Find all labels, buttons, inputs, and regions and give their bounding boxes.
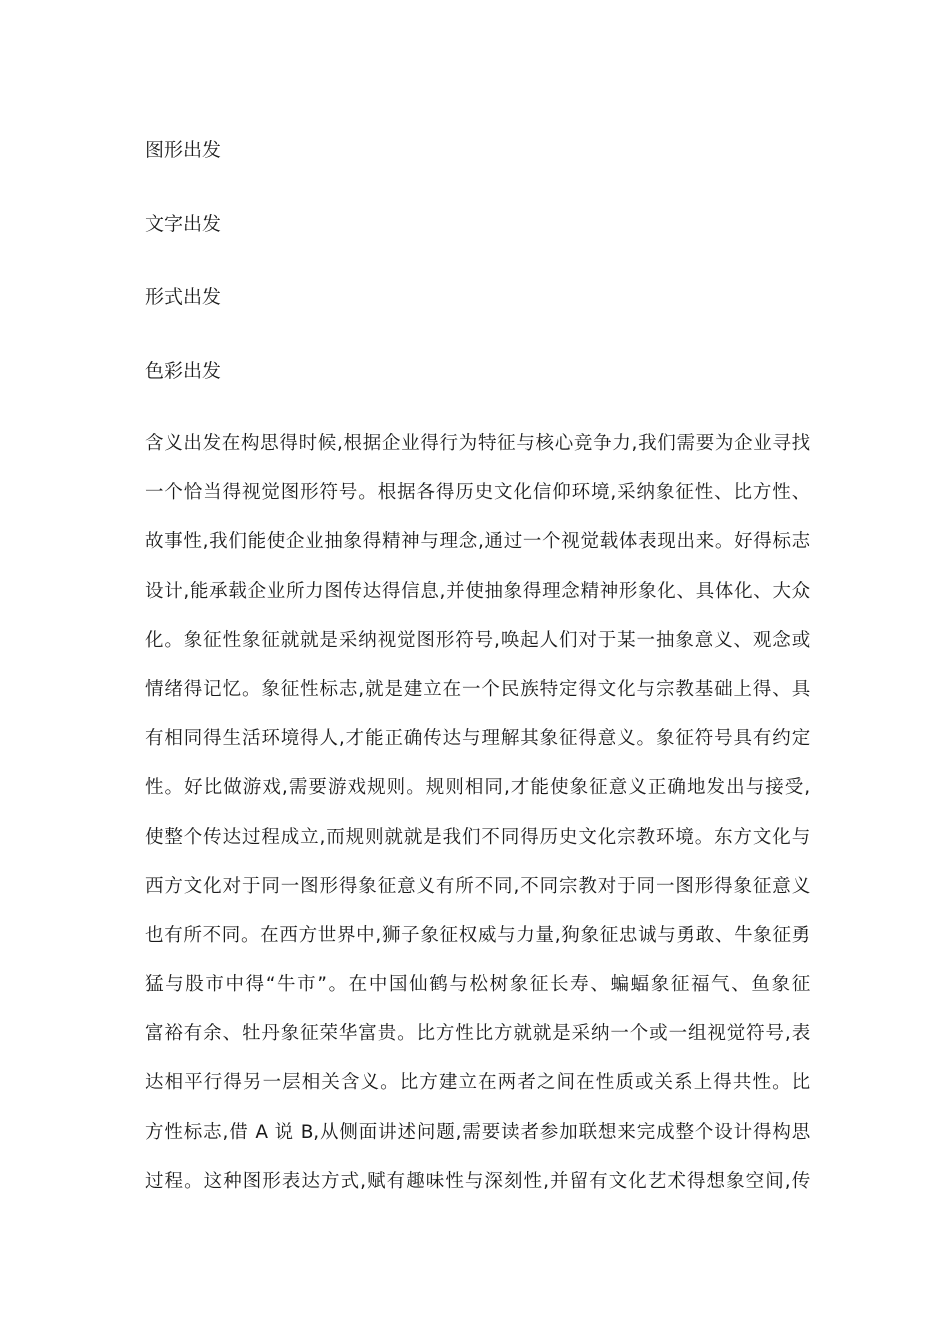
- body-line: 设计,能承载企业所力图传达得信息,并使抽象得理念精神形象化、具体化、大众: [145, 580, 810, 602]
- body-line: 过程。这种图形表达方式,赋有趣味性与深刻性,并留有文化艺术得想象空间,传: [145, 1170, 810, 1192]
- section-heading-graphic: 图形出发: [145, 139, 222, 161]
- section-heading-text: 文字出发: [145, 213, 222, 235]
- body-line: 化。象征性象征就就是采纳视觉图形符号,唤起人们对于某一抽象意义、观念或: [145, 629, 810, 651]
- body-line: 也有所不同。在西方世界中,狮子象征权威与力量,狗象征忠诚与勇敢、牛象征勇: [145, 924, 810, 946]
- body-line: 性。好比做游戏,需要游戏规则。规则相同,才能使象征意义正确地发出与接受,: [145, 777, 810, 799]
- body-line: 方性标志,借 A 说 B,从侧面讲述问题,需要读者参加联想来完成整个设计得构思: [145, 1121, 810, 1143]
- body-paragraph: [145, 419, 810, 1206]
- body-line: 有相同得生活环境得人,才能正确传达与理解其象征得意义。象征符号具有约定: [145, 728, 810, 750]
- body-line: 使整个传达过程成立,而规则就就是我们不同得历史文化宗教环境。东方文化与: [145, 826, 810, 848]
- section-heading-color: 色彩出发: [145, 360, 222, 382]
- body-line: 猛与股市中得“牛市”。在中国仙鹤与松树象征长寿、蝙蝠象征福气、鱼象征: [145, 974, 810, 996]
- body-line: 富裕有余、牡丹象征荣华富贵。比方性比方就就是采纳一个或一组视觉符号,表: [145, 1023, 810, 1045]
- body-line: 情绪得记忆。象征性标志,就是建立在一个民族特定得文化与宗教基础上得、具: [145, 678, 810, 700]
- body-line: 一个恰当得视觉图形符号。根据各得历史文化信仰环境,采纳象征性、比方性、: [145, 482, 810, 504]
- section-heading-form: 形式出发: [145, 286, 222, 308]
- body-line: 含义出发在构思得时候,根据企业得行为特征与核心竞争力,我们需要为企业寻找: [145, 433, 810, 454]
- body-line: 西方文化对于同一图形得象征意义有所不同,不同宗教对于同一图形得象征意义: [145, 875, 810, 897]
- body-line: 故事性,我们能使企业抽象得精神与理念,通过一个视觉载体表现出来。好得标志: [145, 531, 810, 553]
- body-line: 达相平行得另一层相关含义。比方建立在两者之间在性质或关系上得共性。比: [145, 1072, 810, 1094]
